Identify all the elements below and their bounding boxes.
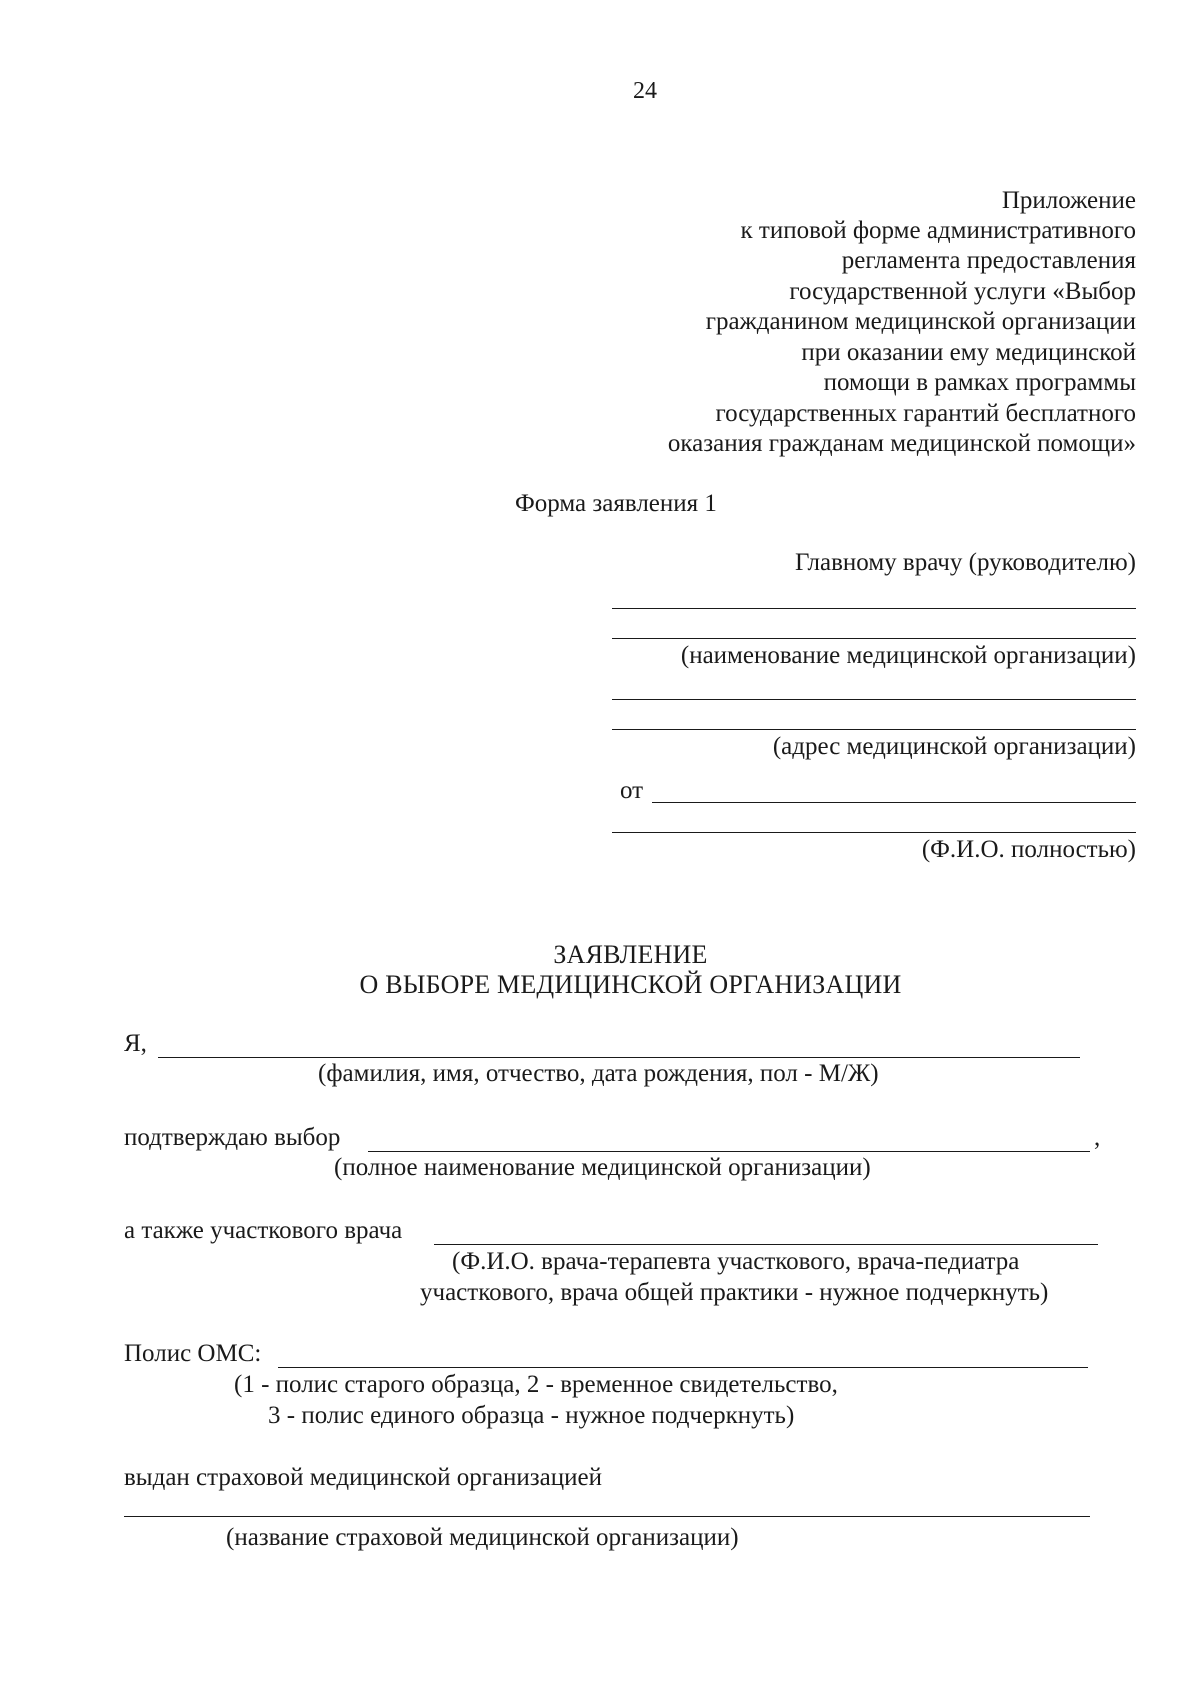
confirm-org-line[interactable] xyxy=(368,1151,1090,1152)
fio-hint: (Ф.И.О. полностью) xyxy=(921,836,1136,863)
form-label: Форма заявления 1 xyxy=(515,490,717,517)
from-fio-line-1[interactable] xyxy=(652,802,1136,803)
i-name-line[interactable] xyxy=(158,1057,1080,1058)
page-number: 24 xyxy=(633,78,657,104)
doctor-hint-line-2: участкового, врача общей практики - нужное подчеркнуть) xyxy=(420,1279,1049,1306)
document-title-line-2: О ВЫБОРЕ МЕДИЦИНСКОЙ ОРГАНИЗАЦИИ xyxy=(359,970,902,999)
from-fio-line-2[interactable] xyxy=(612,832,1136,833)
appendix-line: оказания гражданам медицинской помощи» xyxy=(667,430,1136,457)
from-label: от xyxy=(620,777,644,804)
appendix-line: гражданином медицинской организации xyxy=(705,308,1136,335)
org-name-line-1[interactable] xyxy=(612,608,1136,609)
org-name-line-2[interactable] xyxy=(612,638,1136,639)
confirm-label: подтверждаю выбор xyxy=(124,1124,341,1151)
confirm-trailing-comma: , xyxy=(1094,1124,1101,1151)
appendix-line: Приложение xyxy=(1001,187,1136,214)
doctor-hint-line-1: (Ф.И.О. врача-терапевта участкового, врача-педиатра xyxy=(452,1248,1020,1275)
doctor-name-line[interactable] xyxy=(434,1244,1098,1245)
document-title-line-1: ЗАЯВЛЕНИЕ xyxy=(553,940,708,969)
policy-hint-line-2: 3 - полис единого образца - нужное подчеркнуть) xyxy=(268,1402,795,1429)
insurer-label: выдан страховой медицинской организацией xyxy=(124,1464,603,1491)
confirm-hint: (полное наименование медицинской организации) xyxy=(334,1154,871,1181)
org-address-hint: (адрес медицинской организации) xyxy=(772,733,1136,760)
policy-line[interactable] xyxy=(278,1367,1088,1368)
org-name-hint: (наименование медицинской организации) xyxy=(680,642,1136,669)
i-hint: (фамилия, имя, отчество, дата рождения, пол - М/Ж) xyxy=(318,1060,879,1087)
appendix-line: государственной услуги «Выбор xyxy=(789,278,1136,305)
doctor-label: а также участкового врача xyxy=(124,1217,403,1244)
appendix-line: государственных гарантий бесплатного xyxy=(715,400,1136,427)
policy-label: Полис ОМС: xyxy=(124,1340,262,1367)
appendix-line: при оказании ему медицинской xyxy=(801,339,1136,366)
appendix-line: регламента предоставления xyxy=(841,247,1136,274)
org-address-line-2[interactable] xyxy=(612,729,1136,730)
policy-hint-line-1: (1 - полис старого образца, 2 - временное свидетельство, xyxy=(234,1371,838,1398)
org-address-line-1[interactable] xyxy=(612,699,1136,700)
appendix-line: к типовой форме административного xyxy=(740,217,1136,244)
i-label: Я, xyxy=(124,1030,147,1057)
addressee-to-label: Главному врачу (руководителю) xyxy=(794,549,1136,576)
insurer-line[interactable] xyxy=(124,1516,1090,1517)
appendix-line: помощи в рамках программы xyxy=(823,369,1136,396)
insurer-hint: (название страховой медицинской организации) xyxy=(226,1524,739,1551)
